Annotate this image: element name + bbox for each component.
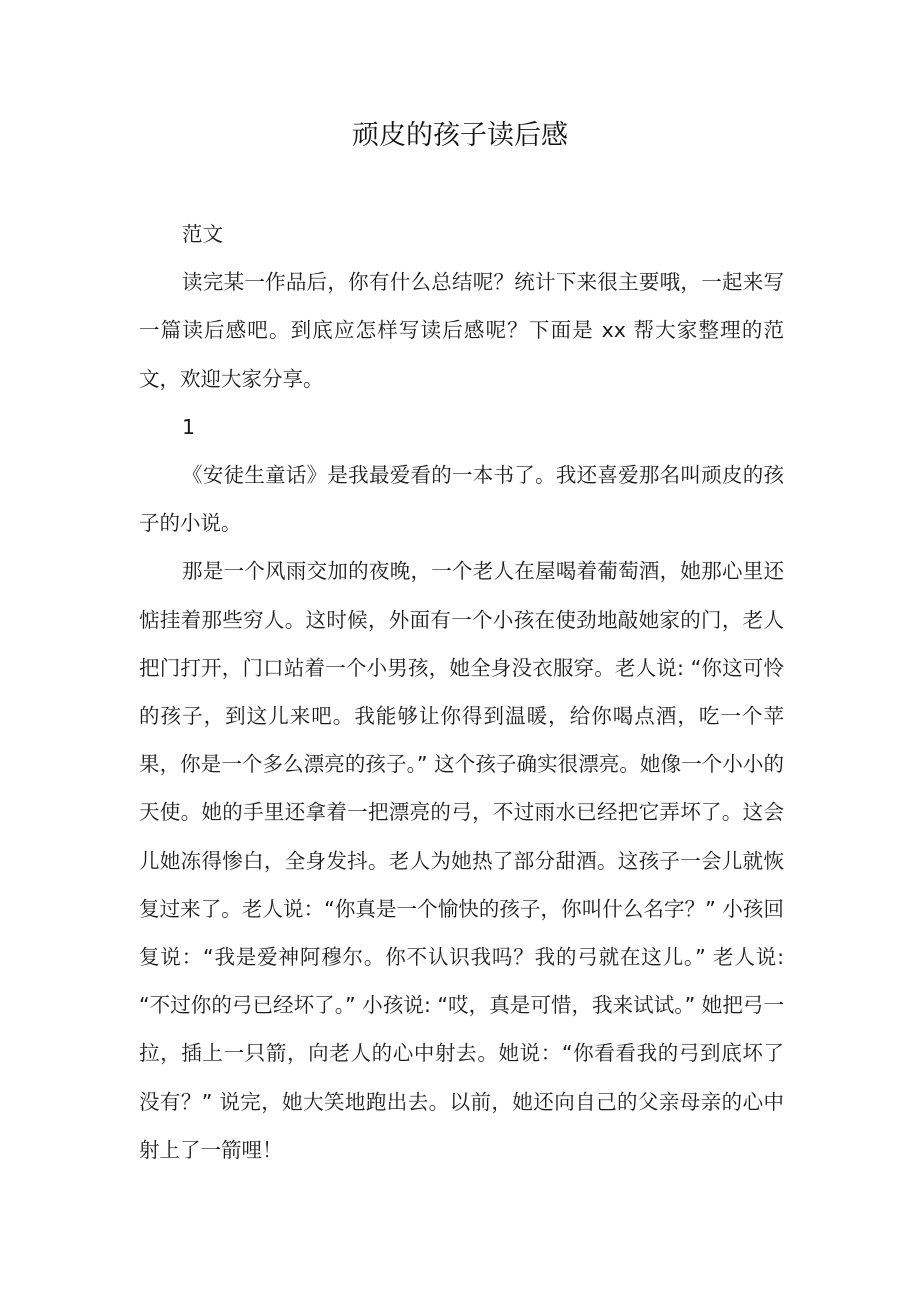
paragraph-book: 《安徒生童话》是我最爱看的一本书了。我还喜爱那名叫顽皮的孩子的小说。 [139,463,784,536]
paragraph-intro: 读完某一作品后，你有什么总结呢？统计下来很主要哦，一起来写一篇读后感吧。到底应怎样写读后感呢？下面是 xx 帮大家整理的范文，欢迎大家分享。 [139,270,784,391]
document-title: 顽皮的孩子读后感 [352,120,568,151]
section-number: 1 [182,414,196,439]
paragraph-label: 范文 [182,222,224,246]
paragraph-story: 那是一个风雨交加的夜晚，一个老人在屋喝着葡萄酒，她那心里还惦挂着那些穷人。这时候，外面有一个小孩在使劲地敲她家的门，老人把门打开，门口站着一个小男孩，她全身没衣服穿。老人说: “你这可怜的孩子，到这儿来吧。我能够让你得到温暖，给你喝点酒，吃一个苹果，你是一个多么漂亮的孩子。” 这个孩子确实很漂亮。她像一个小小的天使。她的手里还拿着一把漂亮的弓，不过雨水已经把它弄坏了。这会儿她冻得惨白，全身发抖。老人为她热了部分甜酒。这孩子一会儿就恢复过来了。老人说：“你真是一个愉快的孩子，你叫什么名字？” 小孩回复说：“我是爱神阿穆尔。你不认识我吗？我的弓就在这儿。” 老人说: “不过你的弓已经坏了。” 小孩说: “哎，真是可惜，我来试试。” 她把弓一拉，插上一只箭，向老人的心中射去。她说：“你看看我的弓到底坏了没有？” 说完，她大笑地跑出去。以前，她还向自己的父亲母亲的心中射上了一箭哩！ [139,559,784,1162]
document-body [139,210,784,1174]
